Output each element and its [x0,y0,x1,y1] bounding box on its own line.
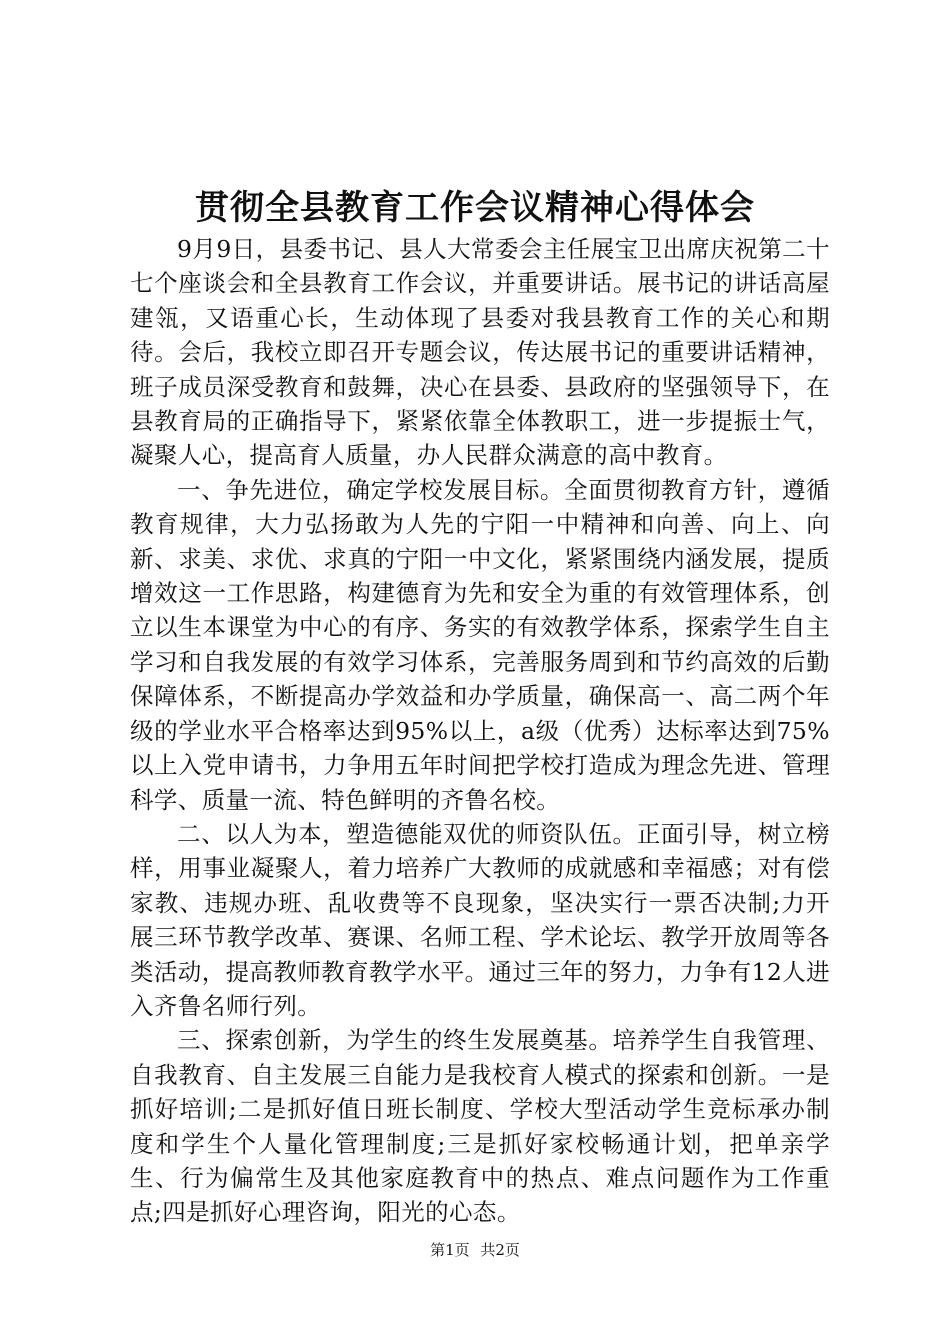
page-number: 第1页 [430,1241,470,1259]
paragraph-intro: 9月9日，县委书记、县人大常委会主任展宝卫出席庆祝第二十七个座谈会和全县教育工作会议，并重要讲话。展书记的讲话高屋建瓴，又语重心长，生动体现了县委对我县教育工作的关心和期待。会后，我校立即召开专题会议，传达展书记的重要讲话精神，班子成员深受教育和鼓舞，决心在县委、县政府的坚强领导下，在县教育局的正确指导下，紧紧依靠全体教职工，进一步提振士气，凝聚人心，提高育人质量，办人民群众满意的高中教育。 [130,235,830,470]
document-body [130,232,830,1230]
page-footer [0,1240,950,1260]
paragraph-section-2: 二、以人为本，塑造德能双优的师资队伍。正面引导，树立榜样，用事业凝聚人，着力培养广大教师的成就感和幸福感；对有偿家教、违规办班、乱收费等不良现象，坚决实行一票否决制;力开展三环节教学改革、赛课、名师工程、学术论坛、教学开放周等各类活动，提高教师教育教学水平。通过三年的努力，力争有12人进入齐鲁名师行列。 [130,819,830,1020]
page-total: 共2页 [480,1241,520,1259]
paragraph-section-1: 一、争先进位，确定学校发展目标。全面贯彻教育方针，遵循教育规律，大力弘扬敢为人先的宁阳一中精神和向善、向上、向新、求美、求优、求真的宁阳一中文化，紧紧围绕内涵发展，提质增效这一工作思路，构建德育为先和安全为重的有效管理体系，创立以生本课堂为中心的有序、务实的有效教学体系，探索学生自主学习和自我发展的有效学习体系，完善服务周到和节约高效的后勤保障体系，不断提高办学效益和办学质量，确保高一、高二两个年级的学业水平合格率达到95%以上，a级（优秀）达标率达到75%以上入党申请书，力争用五年时间把学校打造成为理念先进、管理科学、质量一流、特色鲜明的齐鲁名校。 [130,475,830,814]
paragraph-section-3: 三、探索创新，为学生的终生发展奠基。培养学生自我管理、自我教育、自主发展三自能力是我校育人模式的探索和创新。一是抓好培训;二是抓好值日班长制度、学校大型活动学生竞标承办制度和学生个人量化管理制度;三是抓好家校畅通计划，把单亲学生、行为偏常生及其他家庭教育中的热点、难点问题作为工作重点;四是抓好心理咨询，阳光的心态。 [130,1026,830,1227]
document-title: 贯彻全县教育工作会议精神心得体会 [195,188,755,228]
